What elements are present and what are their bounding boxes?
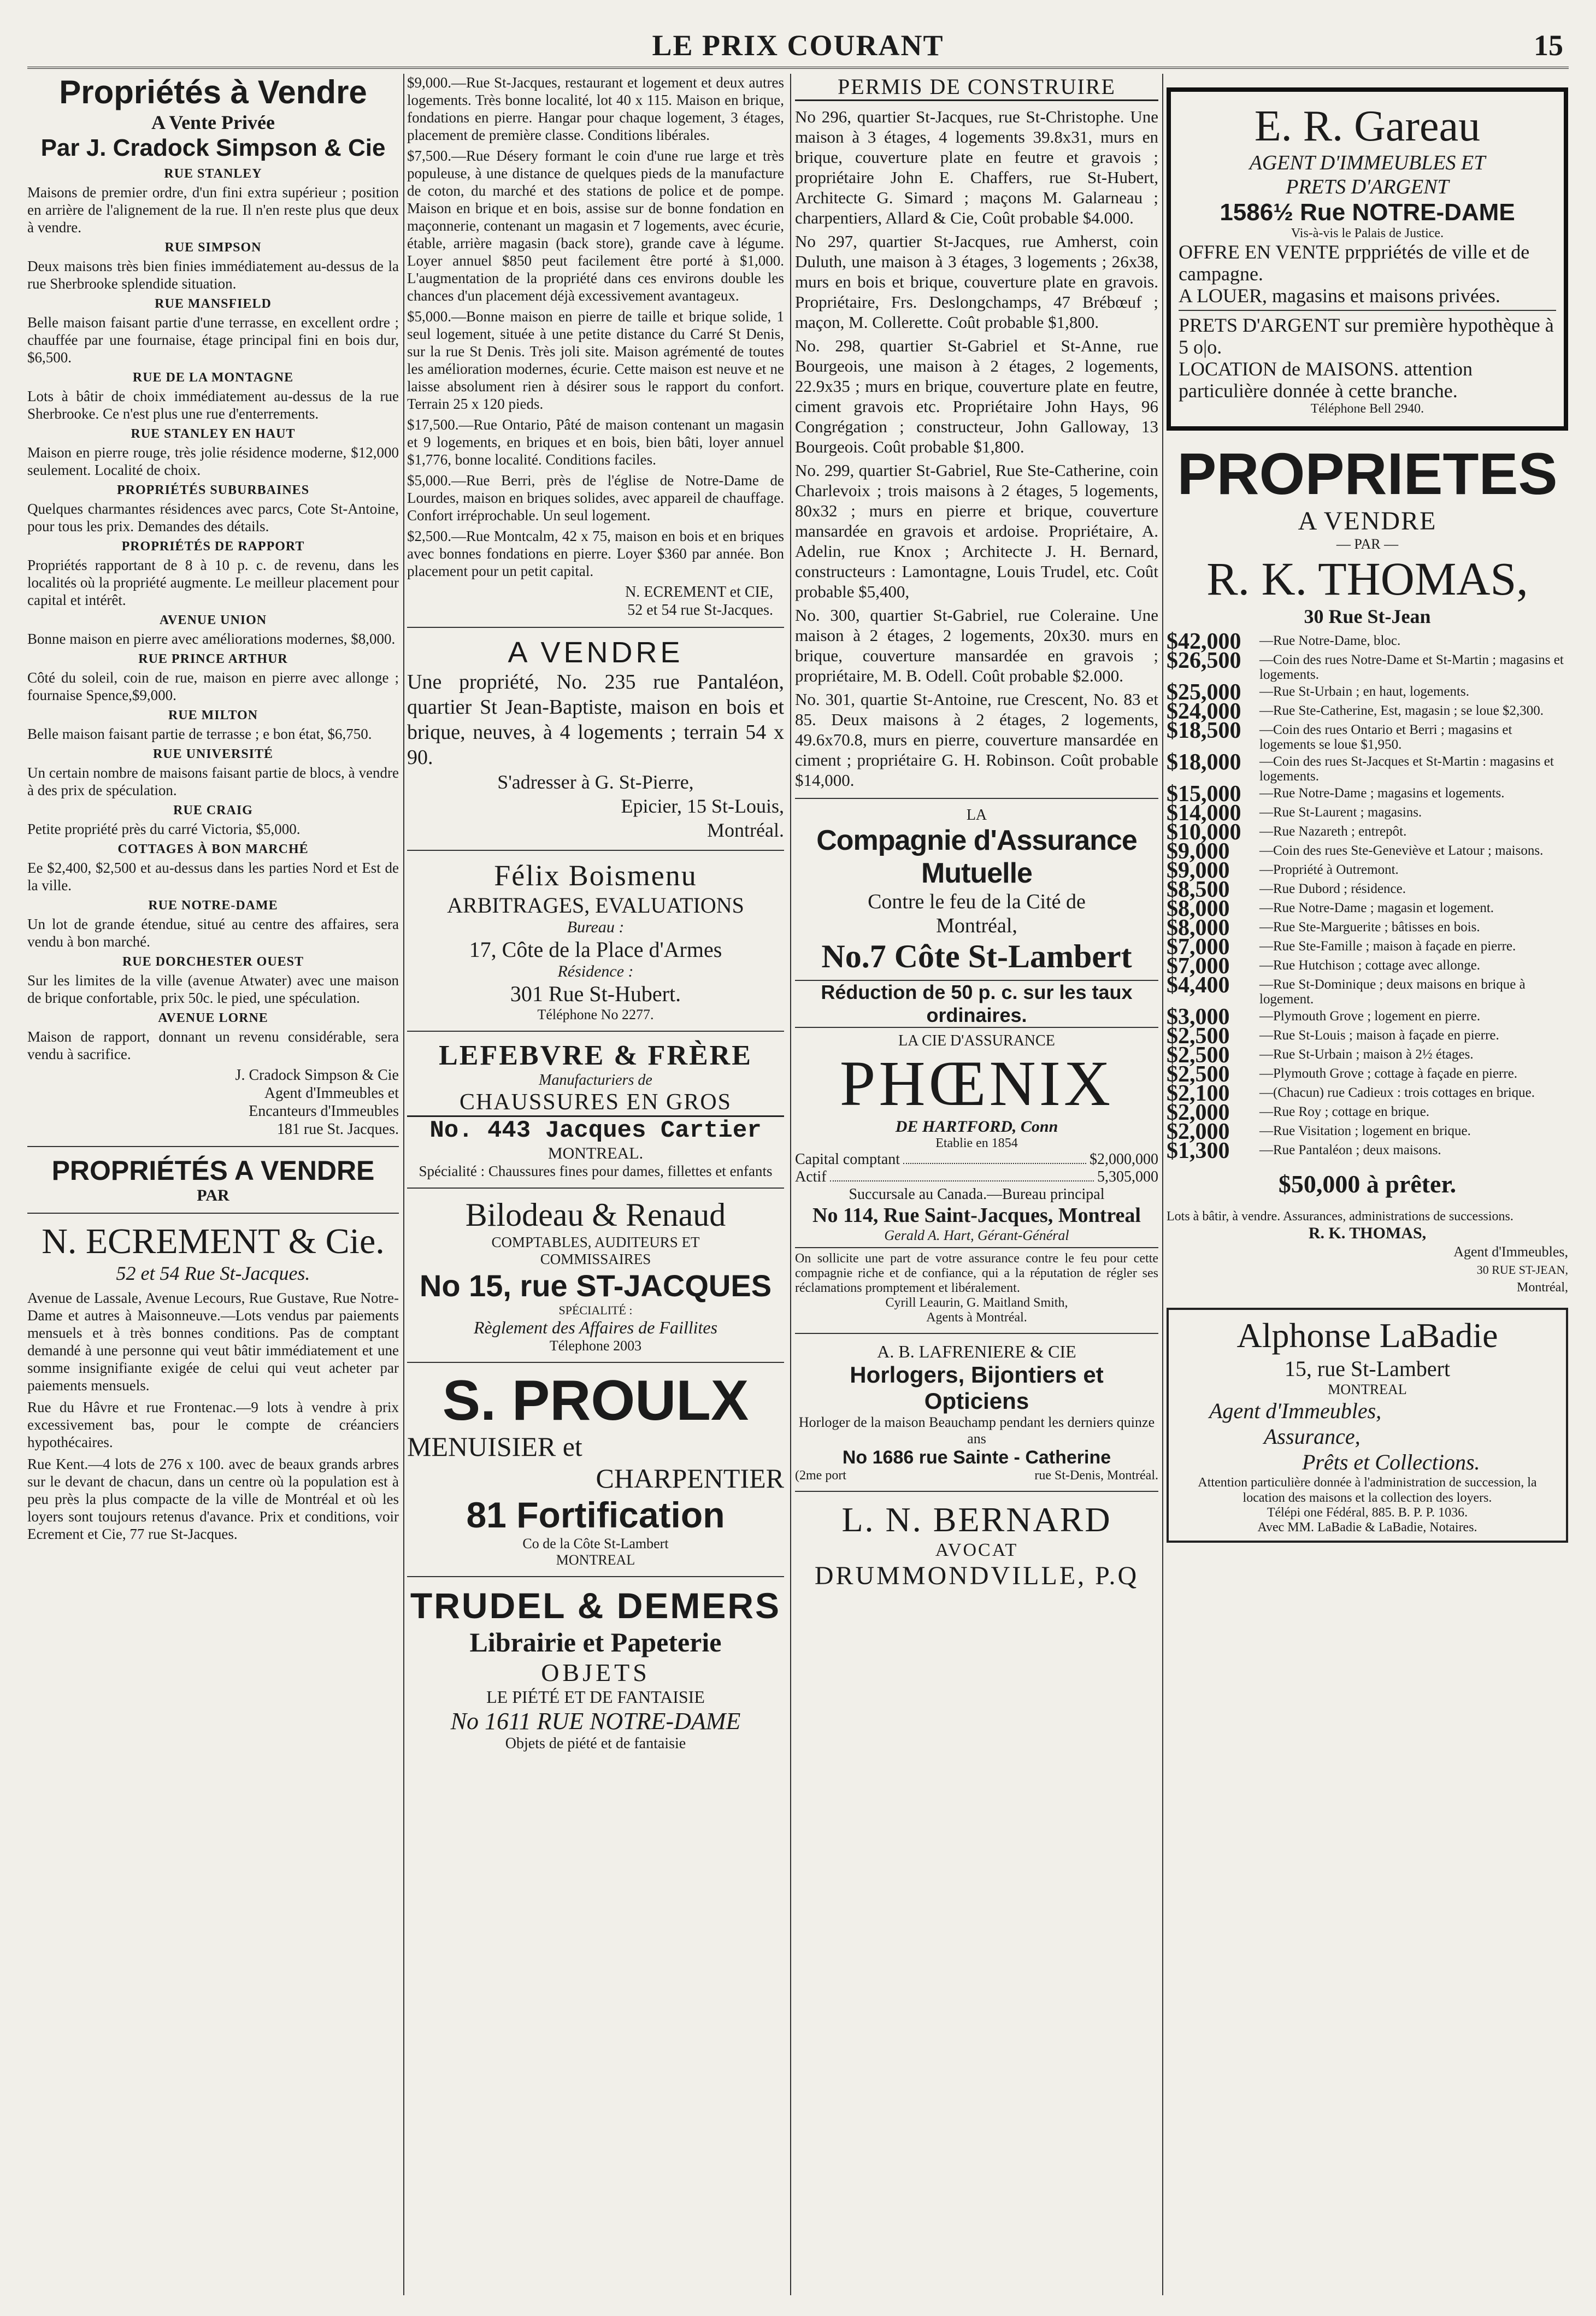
label: Bureau : xyxy=(567,918,625,936)
property-price: $18,000 xyxy=(1167,750,1241,775)
section-text: Quelques charmantes résidences avec parcs, Cote St-Antoine, pour tous les prix. Demandes des détails. xyxy=(27,501,399,534)
page-number: 15 xyxy=(1534,29,1563,62)
section-text: Maison en pierre rouge, très jolie résidence moderne, $12,000 seulement. Localité de choix. xyxy=(27,444,399,478)
agents: Cyrill Leaurin, G. Maitland Smith, xyxy=(885,1296,1068,1310)
section-text: Belle maison faisant partie de terrasse ; e bon état, $6,750. xyxy=(27,726,372,742)
paragraph: OFFRE EN VENTE prppriétés de ville et de campagne. xyxy=(1179,241,1530,285)
property-description: —Rue Dubord ; résidence. xyxy=(1259,881,1406,896)
property-price: $9,000 xyxy=(1167,858,1230,883)
divider xyxy=(407,1362,784,1363)
label: LA CIE D'ASSURANCE xyxy=(898,1032,1055,1049)
address-line: 81 Fortification xyxy=(466,1495,725,1535)
divider xyxy=(1179,310,1556,311)
divider xyxy=(407,850,784,851)
permit-list xyxy=(795,107,1158,790)
property-description: —Rue Roy ; cottage en brique. xyxy=(1259,1104,1430,1119)
property-description: —Plymouth Grove ; logement en pierre. xyxy=(1259,1009,1481,1024)
address-line: Co de la Côte St-Lambert xyxy=(522,1536,669,1551)
divider xyxy=(795,798,1158,799)
label: SPÉCIALITÉ : xyxy=(558,1303,633,1317)
company-name: LEFEBVRE & FRÈRE xyxy=(439,1040,752,1071)
property-description: —Propriété à Outremont. xyxy=(1259,862,1399,877)
paragraph: Rue du Hâvre et rue Frontenac.—9 lots à vendre à prix excessivement bas, pour le compte de créanciers hypothécaires. xyxy=(27,1399,399,1450)
property-description: —Rue Pantaléon ; deux maisons. xyxy=(1259,1143,1441,1157)
listing-item: $7,500.—Rue Désery formant le coin d'une rue large et très populeuse, à une distance de quelques pieds de la manufacture de coton, du marché et des stations de police et de pompe. Maison en brique et en bois, assise sur de bonne fondation en maçonnerie, contenant un magasin et 7 logements, avec écurie, étable, arrière magasin (back store), grande cave à légume. Loyer annuel $850 peut facilement être porté à $1,000. L'augmentation de la propriété dans ces environs double les chances d'un placement déjà excessivement avantageux. xyxy=(407,148,784,304)
property-description: —Rue Notre-Dame, bloc. xyxy=(1259,633,1401,648)
section-heading: COTTAGES À BON MARCHÉ xyxy=(117,842,309,856)
property-row xyxy=(1167,750,1568,784)
property-price: $3,000 xyxy=(1167,1004,1230,1030)
listing-sections xyxy=(27,167,399,1063)
property-description: —Rue Notre-Dame ; magasin et logement. xyxy=(1259,901,1494,915)
paragraph: On sollicite une part de votre assurance contre le feu pour cette compagnie riche et de confiance, qui a la réputation de régler ses réclamations promptement et libéralement. xyxy=(795,1251,1158,1295)
signature: 30 RUE ST-JEAN, xyxy=(1476,1263,1568,1277)
telephone: Téléphone No 2277. xyxy=(537,1007,654,1022)
divider xyxy=(407,1576,784,1577)
column-divider xyxy=(1162,74,1163,2295)
page-header xyxy=(33,28,1563,67)
ad-by: Par J. Cradock Simpson & Cie xyxy=(40,134,386,161)
listing-item: $17,500.—Rue Ontario, Pâté de maison contenant un magasin et 9 logements, en briques et en bois, bien bâti, loyer annuel $1,776, bonne localité. Conditions faciles. xyxy=(407,416,784,468)
address-line: 15, rue St-Lambert xyxy=(1284,1356,1451,1381)
company-line: DE HARTFORD, Conn xyxy=(895,1118,1058,1136)
header-rule xyxy=(27,67,1569,69)
telephone: Télephone 2003 xyxy=(549,1338,642,1354)
telephone: Télépi one Fédéral, 885. B. P. P. 1036. xyxy=(1267,1506,1468,1520)
ad-subtitle: A Vente Privée xyxy=(151,111,275,133)
company-name: Compagnie d'Assurance Mutuelle xyxy=(816,825,1137,889)
property-description: —Rue Nazareth ; entrepôt. xyxy=(1259,824,1407,839)
signature: J. Cradock Simpson & Cie Agent d'Immeubles et Encanteurs d'Immeubles 181 rue St. Jacques. xyxy=(235,1067,399,1138)
company-line: Avec MM. LaBadie & LaBadie, Notaires. xyxy=(1257,1520,1477,1535)
property-price: $2,500 xyxy=(1167,1062,1230,1087)
section-heading: PROPRIÉTÉS SUBURBAINES xyxy=(116,483,310,497)
section-heading: RUE CRAIG xyxy=(173,803,253,818)
section-heading: RUE DORCHESTER OUEST xyxy=(122,955,304,969)
company-address: 52 et 54 Rue St-Jacques. xyxy=(116,1262,310,1284)
paragraph: Attention particulière donnée à l'administration de succession, la location des maisons et la collection des loyers. xyxy=(1198,1476,1537,1505)
property-description: —Plymouth Grove ; cottage à façade en pierre. xyxy=(1259,1066,1518,1081)
company-line: Objets de piété et de fantaisie xyxy=(505,1735,686,1752)
label: LA xyxy=(966,807,987,824)
property-description: —Rue St-Laurent ; magasins. xyxy=(1259,805,1422,820)
property-description: —Coin des rues Notre-Dame et St-Martin ; magasins et logements. xyxy=(1259,653,1564,682)
property-price: $7,000 xyxy=(1167,954,1230,979)
property-row xyxy=(1167,1138,1568,1163)
section-text: Ee $2,400, $2,500 et au-dessus dans les parties Nord et Est de la ville. xyxy=(27,860,399,894)
property-price: $8,000 xyxy=(1167,896,1230,921)
section-heading: RUE MILTON xyxy=(168,708,258,722)
address-line: 1586½ Rue NOTRE-DAME xyxy=(1220,199,1515,226)
column-divider xyxy=(403,74,404,2295)
property-price: $15,000 xyxy=(1167,781,1241,807)
property-description: —(Chacun) rue Cadieux : trois cottages en brique. xyxy=(1259,1085,1535,1100)
company-line: Agent d'Immeubles, xyxy=(1209,1398,1382,1423)
section-heading: AVENUE UNION xyxy=(159,613,267,627)
company-name: Alphonse LaBadie xyxy=(1236,1316,1498,1355)
paragraph: PRETS D'ARGENT sur première hypothèque à 5 o|o. xyxy=(1179,314,1554,358)
paragraph: Rue Kent.—4 lots de 276 x 100. avec de beaux grands arbres sur le devant de chacun, dans un centre où la population est à peu près la plus compacte de la ville de Montréal et où les loyers sont toujours retenus d'avance. Prix et conditions, voir Ecrement et Cie, 77 rue St-Jacques. xyxy=(27,1456,399,1542)
column-divider xyxy=(790,74,791,2295)
property-price: $26,500 xyxy=(1167,648,1241,673)
property-price: $2,500 xyxy=(1167,1024,1230,1049)
address-line: No 1611 RUE NOTRE-DAME xyxy=(450,1708,741,1735)
section-heading: RUE DE LA MONTAGNE xyxy=(132,371,294,385)
loan-offer: $50,000 à prêter. xyxy=(1278,1170,1457,1198)
company-line: Contre le feu de la Cité de xyxy=(868,890,1086,913)
property-description: —Coin des rues Ontario et Berri ; magasins et logements se loue $1,950. xyxy=(1259,722,1512,752)
ad-subtitle: A VENDRE xyxy=(1298,507,1437,536)
divider xyxy=(407,627,784,628)
column-4 xyxy=(1167,74,1568,2295)
property-description: —Coin des rues Ste-Geneviève et Latour ; maisons. xyxy=(1259,843,1544,858)
property-description: —Rue Ste-Famille ; maison à façade en pierre. xyxy=(1259,939,1516,954)
company-line: COMPTABLES, AUDITEURS ET xyxy=(491,1234,700,1250)
property-description: —Rue Visitation ; logement en brique. xyxy=(1259,1124,1471,1138)
ad-par: — PAR — xyxy=(1336,536,1399,552)
agents: Agents à Montréal. xyxy=(926,1310,1027,1325)
paragraph: Lots à bâtir, à vendre. Assurances, administrations de successions. xyxy=(1167,1209,1513,1224)
speciality: Règlement des Affaires de Faillites xyxy=(473,1318,718,1337)
property-description: —Rue St-Louis ; maison à façade en pierre. xyxy=(1259,1028,1499,1043)
signature: Agent d'Immeubles, xyxy=(1453,1244,1568,1260)
section-text: Sur les limites de la ville (avenue Atwater) avec une maison de brique confortable, prix 50c. le pied, une spéculation. xyxy=(27,972,399,1006)
company-line: COMMISSAIRES xyxy=(540,1251,651,1267)
paragraph: A LOUER, magasins et maisons privées. xyxy=(1179,285,1500,307)
signature: N. ECREMENT et CIE, 52 et 54 rue St-Jacques. xyxy=(625,584,773,619)
company-name: Félix Boismenu xyxy=(494,859,697,892)
company-name: E. R. Gareau xyxy=(1254,102,1481,150)
address-line: 17, Côte de la Place d'Armes xyxy=(469,937,722,962)
section-text: Un certain nombre de maisons faisant partie de blocs, à vendre à des prix de spéculation. xyxy=(27,765,399,798)
section-heading: RUE SIMPSON xyxy=(164,240,262,255)
section-text: Belle maison faisant partie d'une terrasse, en excellent ordre ; chauffée par une fournaise, étage principal fini en bois dur, $6,500. xyxy=(27,314,399,366)
company-line: Manufacturiers de xyxy=(539,1072,652,1089)
property-description: —Rue Hutchison ; cottage avec allonge. xyxy=(1259,958,1481,973)
section-heading: RUE STANLEY EN HAUT xyxy=(131,427,296,441)
property-price: $25,000 xyxy=(1167,680,1241,705)
company-line: Succursale au Canada.—Bureau principal xyxy=(849,1186,1105,1203)
company-line: Horloger de la maison Beauchamp pendant les derniers quinze ans xyxy=(798,1414,1155,1447)
property-price: $18,500 xyxy=(1167,718,1241,743)
listing-item: $2,500.—Rue Montcalm, 42 x 75, maison en bois et en briques avec bonnes fondations en pierre. Loyer $360 par année. Bon placement pour un petit capital. xyxy=(407,528,784,579)
company-line: Montréal, xyxy=(936,914,1017,937)
address-line: No. 443 Jacques Cartier xyxy=(429,1117,762,1144)
section-heading: RUE PRINCE ARTHUR xyxy=(138,652,288,666)
permit-item: No. 298, quartier St-Gabriel et St-Anne, rue Bourgeois, une maison à 2 étages, 2 logements, 22.9x35 ; murs en brique, couverture plate en feutre, ciment gravois etc. Propriétaire John Hays, 96 Congrégation ; constructeur, John Galloway, 13 Bourgeois. Coût probable $1,800. xyxy=(795,336,1158,456)
property-price: $1,300 xyxy=(1167,1138,1230,1163)
company-line: LE PIÉTÉ ET DE FANTAISIE xyxy=(486,1687,705,1707)
company-name: L. N. BERNARD xyxy=(841,1500,1112,1539)
section-heading: PROPRIÉTÉS DE RAPPORT xyxy=(121,539,305,554)
listing-list xyxy=(407,74,784,580)
section-text: Bonne maison en pierre avec améliorations modernes, $8,000. xyxy=(27,631,396,647)
address-line: Montréal. xyxy=(707,819,784,841)
address-line: Epicier, 15 St-Louis, xyxy=(621,795,784,817)
permit-item: No 296, quartier St-Jacques, rue St-Christophe. Une maison à 3 étages, 4 logements 39.8x31, murs en brique, couverture plate en feutre et gravois ; propriétaire John E. Chaffers, rue St-Hubert, Architecte G. Simard ; maçons M. Galarneau ; charpentiers, Allard & Cie, Coût probable $4.000. xyxy=(795,107,1158,227)
column-3 xyxy=(795,74,1158,2295)
column-2 xyxy=(407,74,784,2295)
company-name: Bilodeau & Renaud xyxy=(465,1197,726,1233)
property-price: $4,400 xyxy=(1167,973,1230,998)
manager: Gerald A. Hart, Gérant-Général xyxy=(884,1227,1069,1243)
permit-item: No. 301, quartie St-Antoine, rue Crescent, No. 83 et 85. Deux maisons à 2 étages, 2 logements, 49.6x70.8, murs en pierre, couverture mansardée en ciment ; propriétaire G. H. Robinson. Coût probable $14,000. xyxy=(795,690,1158,790)
column-1 xyxy=(27,74,399,2295)
address-line: MONTREAL xyxy=(1328,1382,1407,1397)
section-title: PERMIS DE CONSTRUIRE xyxy=(795,74,1158,101)
divider xyxy=(795,1333,1158,1334)
labadie-ad xyxy=(1167,1308,1568,1543)
company-name: N. ECREMENT & Cie. xyxy=(42,1221,385,1261)
company-line: CHARPENTIER xyxy=(596,1463,784,1494)
section-text: Petite propriété près du carré Victoria, $5,000. xyxy=(27,821,301,837)
property-row xyxy=(1167,973,1568,1007)
capital-row: Capital comptant $2,000,000 xyxy=(795,1151,1158,1168)
company-name: R. K. THOMAS, xyxy=(1206,552,1528,605)
newspaper-title: LE PRIX COURANT xyxy=(652,29,944,62)
address-line: (2me port rue St-Denis, Montréal. xyxy=(795,1468,1158,1483)
company-line: Librairie et Papeterie xyxy=(469,1627,722,1657)
property-price: $14,000 xyxy=(1167,801,1241,826)
company-name: PHŒNIX xyxy=(839,1048,1114,1119)
permit-item: No. 300, quartier St-Gabriel, rue Coleraine. Une maison à 2 étages, 2 logements, 20x30. murs en brique, couverture mansardée en gravois ; propriétaire, M. B. Odell. Coût probable $2.000. xyxy=(795,606,1158,685)
company-line: Assurance, xyxy=(1264,1424,1361,1449)
property-price: $2,000 xyxy=(1167,1100,1230,1125)
property-price: $8,500 xyxy=(1167,877,1230,902)
property-price: $9,000 xyxy=(1167,839,1230,864)
property-description: —Rue St-Urbain ; maison à 2½ étages. xyxy=(1259,1047,1474,1062)
signature: Montréal, xyxy=(1517,1280,1568,1295)
ad-par: PAR xyxy=(197,1186,229,1204)
section-text: Un lot de grande étendue, situé au centre des affaires, sera vendu à bon marché. xyxy=(27,916,399,950)
property-list xyxy=(1167,629,1568,1163)
section-heading: RUE STANLEY xyxy=(164,167,262,181)
address-line: 301 Rue St-Hubert. xyxy=(510,981,681,1006)
property-price: $2,000 xyxy=(1167,1119,1230,1144)
listing-item: $5,000.—Rue Berri, près de l'église de Notre-Dame de Lourdes, maison en briques solides, avec appareil de chauffage. Confort irréprochable. Un seul logement. xyxy=(407,472,784,524)
company-line: PRETS D'ARGENT xyxy=(1286,175,1449,198)
notice: Réduction de 50 p. c. sur les taux ordinaires. xyxy=(795,980,1158,1028)
divider xyxy=(795,1247,1158,1248)
company-line: CHAUSSURES EN GROS xyxy=(407,1089,784,1117)
property-price: $7,000 xyxy=(1167,934,1230,960)
speciality: Spécialité : Chaussures fines pour dames, fillettes et enfants xyxy=(419,1163,773,1179)
property-price: $24,000 xyxy=(1167,699,1241,724)
telephone: Téléphone Bell 2940. xyxy=(1310,402,1424,416)
company-name: TRUDEL & DEMERS xyxy=(410,1585,781,1626)
ad-title: Propriétés à Vendre xyxy=(59,74,367,110)
paragraph: LOCATION de MAISONS. attention particulière donnée à cette branche. xyxy=(1179,358,1473,402)
section-text: Côté du soleil, coin de rue, maison en pierre avec allonge ; fournaise Spence,$9,000. xyxy=(27,669,399,703)
property-description: —Rue St-Urbain ; en haut, logements. xyxy=(1259,684,1469,699)
address-line: No 114, Rue Saint-Jacques, Montreal xyxy=(812,1204,1141,1227)
company-line: AVOCAT xyxy=(935,1540,1018,1560)
address-line: 30 Rue St-Jean xyxy=(1304,606,1431,627)
section-heading: AVENUE LORNE xyxy=(158,1011,268,1025)
company-line: MENUISIER et xyxy=(407,1431,582,1462)
property-price: $10,000 xyxy=(1167,820,1241,845)
company-line: Prêts et Collections. xyxy=(1302,1450,1480,1474)
address-line: No 1686 rue Sainte - Catherine xyxy=(842,1447,1111,1468)
property-price: $42,000 xyxy=(1167,629,1241,654)
address-line: S'adresser à G. St-Pierre, xyxy=(497,771,694,793)
signature: R. K. THOMAS, xyxy=(1308,1224,1427,1242)
address-line: No.7 Côte St-Lambert xyxy=(821,938,1132,974)
section-heading: RUE NOTRE-DAME xyxy=(148,898,278,913)
section-heading: RUE UNIVERSITÉ xyxy=(152,747,274,761)
company-line: OBJETS xyxy=(541,1659,650,1686)
section-text: Propriétés rapportant de 8 à 10 p. c. de revenu, dans les localités où la propriété augmente. Le meilleur placement pour capital et intérêt. xyxy=(27,557,399,608)
section-text: Deux maisons très bien finies immédiatement au-dessus de la rue Sherbrooke splendide situation. xyxy=(27,258,399,292)
divider xyxy=(407,1188,784,1189)
section-text: Maisons de premier ordre, d'un fini extra supérieur ; position en arrière de l'alignement de la rue. Il n'en reste plus que deux à vendre. xyxy=(27,184,399,236)
ad-title: PROPRIÉTÉS A VENDRE xyxy=(51,1155,375,1186)
company-line: Horlogers, Bijontiers et Opticiens xyxy=(850,1362,1104,1414)
property-price: $2,500 xyxy=(1167,1043,1230,1068)
property-description: —Rue Notre-Dame ; magasins et logements. xyxy=(1259,786,1505,801)
property-price: $8,000 xyxy=(1167,915,1230,940)
property-price: $2,100 xyxy=(1167,1081,1230,1106)
divider xyxy=(27,1146,399,1147)
divider xyxy=(27,1213,399,1214)
property-row xyxy=(1167,718,1568,752)
address-line: Vis-à-vis le Palais de Justice. xyxy=(1291,226,1444,240)
address-line: MONTREAL. xyxy=(547,1144,644,1162)
divider xyxy=(795,1491,1158,1492)
assets-row: Actif 5,305,000 xyxy=(795,1168,1158,1185)
address-line: DRUMMONDVILLE, P.Q xyxy=(814,1561,1139,1590)
property-description: —Rue Ste-Marguerite ; bâtisses en bois. xyxy=(1259,920,1480,934)
company-name: A. B. LAFRENIERE & CIE xyxy=(877,1342,1076,1361)
property-description: —Rue St-Dominique ; deux maisons en brique à logement. xyxy=(1259,977,1526,1007)
gareau-ad xyxy=(1167,87,1568,431)
section-heading: RUE MANSFIELD xyxy=(155,297,272,311)
paragraph: Avenue de Lassale, Avenue Lecours, Rue Gustave, Rue Notre-Dame et autres à Maisonneuve.—Lots vendus par paiements mensuels et à très bonnes conditions. Pas de comptant demandé à une personne qui veut bâtir immédiatement et une somme insignifiante exigée de celui qui veut acheter par paiements mensuels. xyxy=(27,1290,399,1394)
listing-item: $9,000.—Rue St-Jacques, restaurant et logement et deux autres logements. Très bonne localité, lot 40 x 115. Maison en brique, fondations en pierre. Hangar pour chaque logement, 3 étages, placement de première classe. Conditions libérales. xyxy=(407,74,784,143)
permit-item: No. 299, quartier St-Gabriel, Rue Ste-Catherine, coin Charlevoix ; trois maisons à 2 étages, 5 logements, 80x32 ; murs en pierre et brique, couverture mansardée en gravois et ardoise. Propriétaire, A. Adelin, rue Knox ; Architecte J. H. Bernard, constructeurs : Lamontagne, Louis Trudel, etc. Coût probable $5,400, xyxy=(795,461,1158,601)
property-description: —Coin des rues St-Jacques et St-Martin : magasins et logements. xyxy=(1259,754,1554,784)
company-line: ARBITRAGES, EVALUATIONS xyxy=(447,893,744,918)
company-line: Etablie en 1854 xyxy=(935,1136,1018,1150)
paragraph: Une propriété, No. 235 rue Pantaléon, quartier St Jean-Baptiste, maison en bois et brique, neuves, à 4 logements ; terrain 54 x 90. xyxy=(407,671,784,769)
divider xyxy=(407,1031,784,1032)
address-line: No 15, rue ST-JACQUES xyxy=(419,1268,772,1303)
property-row xyxy=(1167,648,1568,682)
company-name: S. PROULX xyxy=(442,1369,749,1432)
label: Résidence : xyxy=(557,962,634,980)
company-line: AGENT D'IMMEUBLES ET xyxy=(1249,151,1486,174)
ad-title: PROPRIETES xyxy=(1177,440,1558,507)
section-text: Lots à bâtir de choix immédiatement au-dessus de la rue Sherbrooke. Ce n'est plus une rue d'enterrements. xyxy=(27,388,399,422)
ad-title: A VENDRE xyxy=(508,636,684,669)
listing-item: $5,000.—Bonne maison en pierre de taille et brique solide, 1 seul logement, située à une petite distance du Carré St Denis, sur la rue St Denis. Très joli site. Maison agrémenté de toutes les amélioration modernes, écurie. Cette maison est neuve et ne laisse absolument rien à désirer sous le rapport du confort. Terrain 25 x 120 pieds. xyxy=(407,308,784,412)
permit-item: No 297, quartier St-Jacques, rue Amherst, coin Duluth, une maison à 3 étages, 3 logements ; 26x38, murs en bois et brique, couverture plate en gravois. Propriétaire, Frs. Deslongchamps, 47 Brébœuf ; maçon, M. Collerette. Coût probable $1,800. xyxy=(795,232,1158,332)
section-text: Maison de rapport, donnant un revenu considérable, sera vendu à sacrifice. xyxy=(27,1028,399,1062)
address-line: MONTREAL xyxy=(556,1552,635,1568)
property-description: —Rue Ste-Catherine, Est, magasin ; se loue $2,300. xyxy=(1259,703,1544,718)
